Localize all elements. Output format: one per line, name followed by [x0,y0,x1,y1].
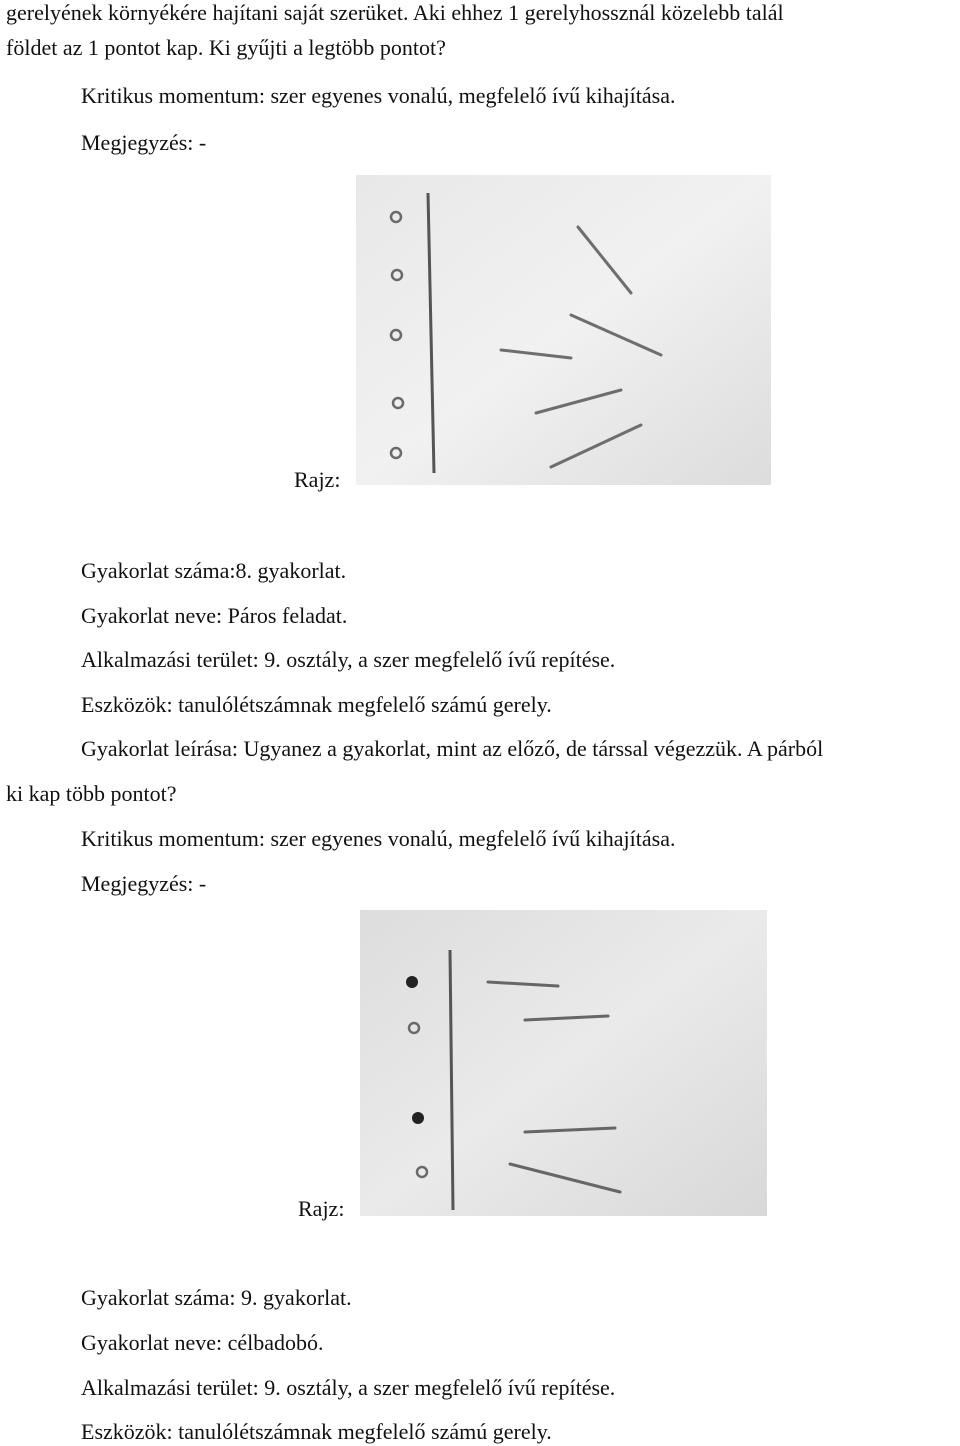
drawing-2-photo [360,910,767,1216]
drawing-2-label: Rajz: [298,1196,345,1221]
exercise-9-name: Gyakorlat neve: célbadobó. [81,1330,324,1355]
exercise-8-description-2: ki kap több pontot? [6,781,177,806]
exercise-8-area: Alkalmazási terület: 9. osztály, a szer megfelelő ívű repítése. [81,647,616,672]
exercise-8-critical: Kritikus momentum: szer egyenes vonalú, megfelelő ívű kihajítása. [81,826,676,851]
exercise-9-number: Gyakorlat száma: 9. gyakorlat. [81,1285,352,1310]
drawing-1-sketch [356,175,771,485]
exercise-8-description-1: Gyakorlat leírása: Ugyanez a gyakorlat, mint az előző, de társsal végezzük. A párból [81,736,824,761]
exercise-8-number: Gyakorlat száma:8. gyakorlat. [81,558,347,583]
intro-line-1: gerelyének környékére hajítani saját szerüket. Aki ehhez 1 gerelyhossznál közelebb talál [6,0,784,25]
exercise-9-tools: Eszközök: tanulólétszámnak megfelelő számú gerely. [81,1419,552,1444]
exercise-8-name: Gyakorlat neve: Páros feladat. [81,603,348,628]
drawing-1-photo [356,175,771,485]
exercise-9-area: Alkalmazási terület: 9. osztály, a szer megfelelő ívű repítése. [81,1375,616,1400]
exercise-8-note: Megjegyzés: - [81,871,207,896]
intro-line-2: földet az 1 pontot kap. Ki gyűjti a legtöbb pontot? [6,35,446,60]
drawing-2-sketch [360,910,767,1216]
drawing-1-label: Rajz: [294,467,341,492]
intro-note: Megjegyzés: - [81,130,207,155]
intro-critical: Kritikus momentum: szer egyenes vonalú, megfelelő ívű kihajítása. [81,83,676,108]
exercise-8-tools: Eszközök: tanulólétszámnak megfelelő számú gerely. [81,692,552,717]
